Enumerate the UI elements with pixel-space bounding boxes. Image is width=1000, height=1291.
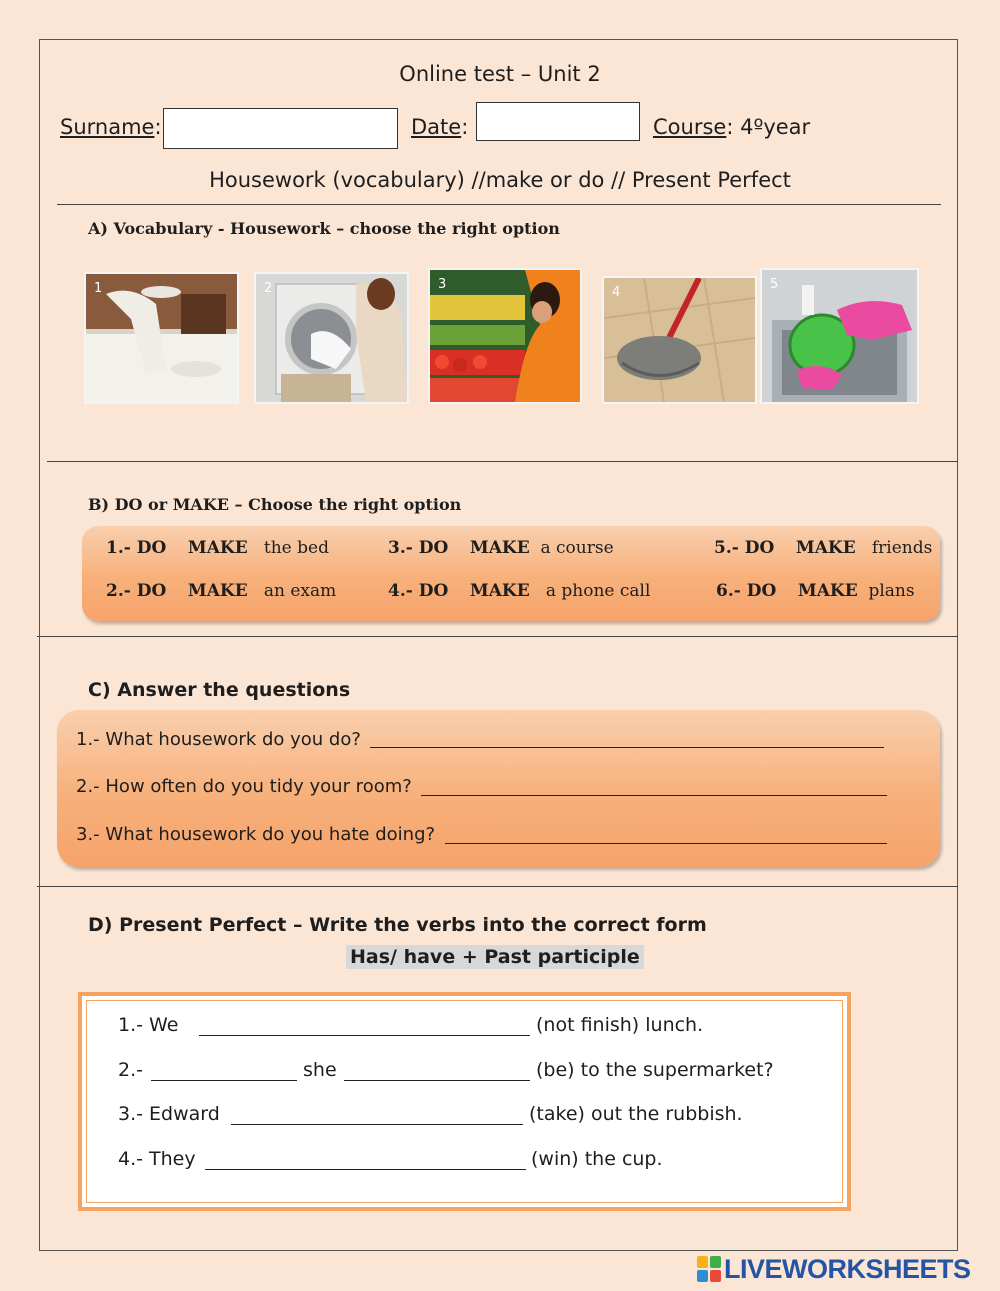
date-label: Date: bbox=[411, 115, 469, 139]
do-make-item-3 bbox=[388, 538, 614, 558]
section-d-heading: D) Present Perfect – Write the verbs into the correct form bbox=[88, 914, 707, 936]
photo-2-number: 2 bbox=[264, 281, 273, 296]
sentence-2-start: 2.- bbox=[118, 1059, 143, 1081]
photo-4-number: 4 bbox=[612, 285, 621, 300]
phrase: a course bbox=[540, 538, 614, 558]
question-2: 2.- How often do you tidy your room? bbox=[76, 776, 412, 797]
phrase: a phone call bbox=[545, 581, 651, 601]
setting-table-photo[interactable] bbox=[84, 272, 239, 404]
do-make-item-1 bbox=[106, 538, 329, 558]
laundry-photo[interactable] bbox=[254, 272, 409, 404]
divider bbox=[47, 461, 958, 462]
sentence-4-start: 4.- They bbox=[118, 1148, 196, 1170]
washing-dishes-photo[interactable] bbox=[760, 268, 919, 404]
sentence-2-input-a[interactable] bbox=[151, 1058, 297, 1081]
divider bbox=[37, 886, 958, 887]
make-option[interactable]: MAKE bbox=[469, 581, 530, 601]
make-option[interactable]: MAKE bbox=[795, 538, 856, 558]
photo-1-number: 1 bbox=[94, 281, 103, 296]
course-label: Course: 4ºyear bbox=[653, 115, 811, 139]
question-3: 3.- What housework do you hate doing? bbox=[76, 824, 436, 845]
sentence-2-end: (be) to the supermarket? bbox=[536, 1059, 774, 1081]
make-option[interactable]: MAKE bbox=[797, 581, 858, 601]
mopping-photo[interactable] bbox=[602, 276, 757, 404]
sentence-1-start: 1.- We bbox=[118, 1014, 179, 1036]
section-b-heading: B) DO or MAKE – Choose the right option bbox=[88, 495, 462, 514]
sentence-4-end: (win) the cup. bbox=[531, 1148, 663, 1170]
sentence-3-end: (take) out the rubbish. bbox=[529, 1103, 743, 1125]
liveworksheets-logo: LIVEWORKSHEETS bbox=[724, 1254, 971, 1284]
do-option[interactable]: 3.- DO bbox=[388, 538, 449, 558]
section-c-heading: C) Answer the questions bbox=[88, 679, 351, 701]
sentence-1-end: (not finish) lunch. bbox=[536, 1014, 704, 1036]
surname-input[interactable] bbox=[163, 108, 398, 149]
make-option[interactable]: MAKE bbox=[187, 538, 248, 558]
worksheet-subtitle: Housework (vocabulary) //make or do // Present Perfect bbox=[209, 168, 791, 192]
question-1: 1.- What housework do you do? bbox=[76, 729, 361, 750]
phrase: an exam bbox=[263, 581, 337, 601]
divider bbox=[37, 636, 958, 637]
make-option[interactable]: MAKE bbox=[187, 581, 248, 601]
divider bbox=[57, 204, 941, 205]
phrase: friends bbox=[871, 538, 933, 558]
sentence-3-start: 3.- Edward bbox=[118, 1103, 220, 1125]
photo-3-number: 3 bbox=[438, 277, 447, 292]
sentence-3-input[interactable] bbox=[231, 1102, 523, 1125]
page-title: Online test – Unit 2 bbox=[399, 62, 601, 86]
do-make-item-5 bbox=[714, 538, 932, 558]
do-option[interactable]: 4.- DO bbox=[388, 581, 449, 601]
sentence-2-subject: she bbox=[303, 1059, 337, 1081]
do-option[interactable]: 5.- DO bbox=[714, 538, 775, 558]
sentence-2-input-b[interactable] bbox=[344, 1058, 530, 1081]
do-make-item-6 bbox=[716, 581, 915, 601]
sentence-4-input[interactable] bbox=[205, 1147, 526, 1170]
formula-label: Has/ have + Past participle bbox=[346, 946, 644, 968]
photo-5-number: 5 bbox=[770, 277, 779, 292]
phrase: the bed bbox=[263, 538, 329, 558]
liveworksheets-logo-icon bbox=[697, 1256, 721, 1282]
answer-1-input[interactable] bbox=[370, 725, 884, 748]
do-option[interactable]: 1.- DO bbox=[106, 538, 167, 558]
shopping-photo[interactable] bbox=[428, 268, 582, 404]
do-option[interactable]: 6.- DO bbox=[716, 581, 777, 601]
do-option[interactable]: 2.- DO bbox=[106, 581, 167, 601]
do-make-item-2 bbox=[106, 581, 336, 601]
make-option[interactable]: MAKE bbox=[469, 538, 530, 558]
section-a-heading: A) Vocabulary - Housework – choose the right option bbox=[88, 219, 560, 238]
answer-2-input[interactable] bbox=[421, 773, 887, 796]
date-input[interactable] bbox=[476, 102, 640, 141]
phrase: plans bbox=[868, 581, 915, 601]
answer-3-input[interactable] bbox=[445, 821, 887, 844]
surname-label: Surname: bbox=[60, 115, 162, 139]
do-make-item-4 bbox=[388, 581, 650, 601]
sentence-1-input[interactable] bbox=[199, 1013, 530, 1036]
